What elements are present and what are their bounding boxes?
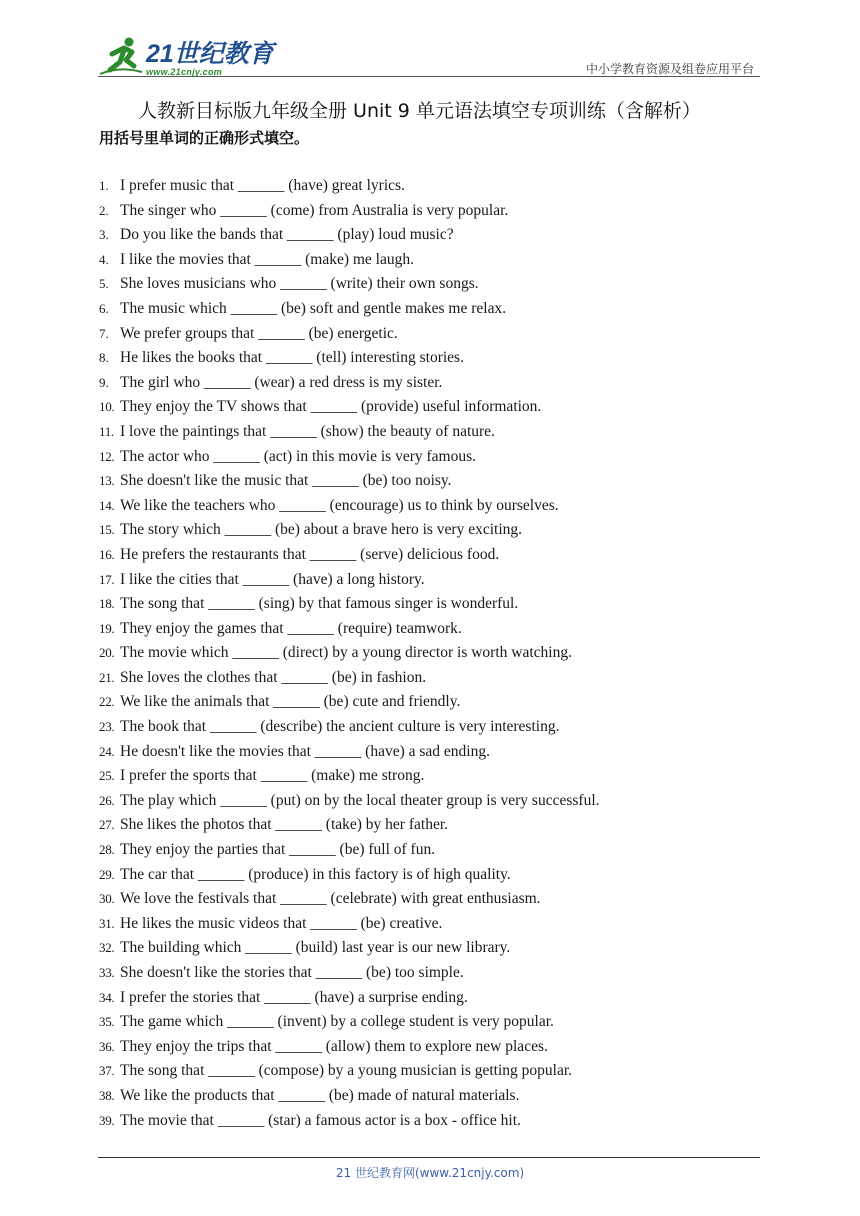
logo-title: 21世纪教育 — [146, 40, 274, 68]
question-item — [99, 838, 600, 863]
question-number: 5. — [99, 276, 109, 292]
question-text: The music which ______ (be) soft and gentle makes me relax. — [120, 299, 507, 317]
question-item — [99, 272, 600, 297]
question-text: The story which ______ (be) about a brave hero is very exciting. — [120, 521, 523, 539]
question-item — [99, 445, 600, 470]
question-item — [99, 617, 600, 642]
platform-name: 中小学教育资源及组卷应用平台 — [585, 62, 754, 76]
question-text: We like the products that ______ (be) made of natural materials. — [120, 1086, 520, 1104]
question-number: 36. — [99, 1038, 115, 1054]
question-number: 35. — [99, 1014, 115, 1030]
question-item — [99, 420, 600, 445]
question-item — [99, 936, 600, 961]
question-item — [99, 543, 600, 568]
document-title: 人教新目标版九年级全册 Unit 9 单元语法填空专项训练（含解析） — [138, 100, 701, 122]
question-item — [99, 174, 600, 199]
question-text: They enjoy the parties that ______ (be) full of fun. — [120, 841, 436, 859]
question-number: 16. — [99, 546, 115, 562]
question-text: He likes the music videos that ______ (be) creative. — [120, 914, 443, 932]
question-text: They enjoy the TV shows that ______ (provide) useful information. — [120, 398, 542, 416]
question-number: 9. — [99, 374, 109, 390]
question-text: I love the paintings that ______ (show) the beauty of nature. — [120, 422, 495, 440]
question-item — [99, 912, 600, 937]
question-number: 39. — [99, 1112, 115, 1128]
question-number: 32. — [99, 940, 115, 956]
footer-text: 21 世纪教育网(www.21cnjy.com) — [335, 1166, 525, 1180]
question-text: We like the animals that ______ (be) cute and friendly. — [120, 693, 461, 711]
question-number: 25. — [99, 768, 115, 784]
question-number: 3. — [99, 227, 109, 243]
question-text: She loves musicians who ______ (write) their own songs. — [120, 275, 479, 293]
question-text: She doesn't like the stories that ______ (be) too simple. — [120, 964, 464, 981]
question-number: 8. — [99, 350, 109, 366]
question-item — [99, 199, 600, 224]
question-item — [99, 813, 600, 838]
question-number: 2. — [99, 202, 109, 218]
question-number: 17. — [99, 571, 115, 587]
question-item — [99, 1109, 600, 1134]
question-number: 23. — [99, 719, 115, 735]
logo — [98, 36, 274, 78]
question-text: We love the festivals that ______ (celebrate) with great enthusiasm. — [120, 890, 541, 908]
question-list — [99, 174, 600, 1133]
question-item — [99, 961, 600, 986]
question-text: She loves the clothes that ______ (be) in fashion. — [120, 668, 427, 686]
question-item — [99, 469, 600, 494]
question-number: 21. — [99, 669, 115, 685]
question-item — [99, 297, 600, 322]
page-header — [98, 30, 760, 78]
question-number: 22. — [99, 694, 115, 710]
question-item — [99, 863, 600, 888]
question-text: The book that ______ (describe) the ancient culture is very interesting. — [120, 718, 560, 736]
question-number: 1. — [99, 178, 109, 193]
question-text: The actor who ______ (act) in this movie is very famous. — [120, 447, 476, 465]
question-text: I like the movies that ______ (make) me laugh. — [120, 250, 414, 268]
logo-url: www.21cnjy.com — [146, 67, 223, 77]
question-item — [99, 1010, 600, 1035]
runner-logo-icon — [98, 36, 144, 78]
question-text: The song that ______ (compose) by a young musician is getting popular. — [120, 1062, 573, 1080]
question-text: She likes the photos that ______ (take) by her father. — [120, 816, 449, 834]
footer-divider — [98, 1157, 760, 1158]
question-item — [99, 346, 600, 371]
question-item — [99, 1059, 600, 1084]
question-number: 33. — [99, 965, 115, 980]
question-text: The singer who ______ (come) from Australia is very popular. — [120, 201, 509, 219]
question-number: 29. — [99, 866, 115, 882]
question-text: They enjoy the games that ______ (require) teamwork. — [120, 619, 462, 637]
question-number: 19. — [99, 620, 115, 636]
question-text: He likes the books that ______ (tell) interesting stories. — [120, 349, 464, 367]
question-item — [99, 715, 600, 740]
question-text: He prefers the restaurants that ______ (serve) delicious food. — [120, 545, 500, 563]
question-text: The play which ______ (put) on by the local theater group is very successful. — [120, 791, 600, 809]
question-number: 12. — [99, 448, 115, 464]
question-text: The movie that ______ (star) a famous actor is a box - office hit. — [120, 1111, 521, 1129]
question-number: 31. — [99, 915, 115, 931]
question-text: We prefer groups that ______ (be) energetic. — [120, 324, 398, 342]
question-item — [99, 568, 600, 593]
instructions: 用括号里单词的正确形式填空。 — [99, 129, 310, 147]
question-number: 10. — [99, 399, 115, 415]
question-text: I prefer music that ______ (have) great lyrics. — [120, 177, 405, 194]
question-number: 38. — [99, 1087, 115, 1103]
question-number: 15. — [99, 522, 115, 538]
question-text: The song that ______ (sing) by that famous singer is wonderful. — [120, 595, 519, 613]
question-number: 28. — [99, 842, 115, 858]
question-number: 37. — [99, 1063, 115, 1079]
question-item — [99, 887, 600, 912]
question-text: Do you like the bands that ______ (play) loud music? — [120, 226, 454, 244]
question-item — [99, 641, 600, 666]
question-item — [99, 395, 600, 420]
question-item — [99, 371, 600, 396]
question-item — [99, 223, 600, 248]
question-item — [99, 789, 600, 814]
question-item — [99, 592, 600, 617]
question-item — [99, 494, 600, 519]
question-number: 13. — [99, 473, 115, 489]
question-number: 18. — [99, 596, 115, 612]
question-text: I like the cities that ______ (have) a long history. — [120, 570, 425, 588]
question-item — [99, 248, 600, 273]
question-text: The car that ______ (produce) in this factory is of high quality. — [120, 865, 511, 883]
question-text: We like the teachers who ______ (encourage) us to think by ourselves. — [120, 496, 559, 514]
question-item — [99, 764, 600, 789]
question-number: 24. — [99, 743, 115, 759]
question-text: The movie which ______ (direct) by a young director is worth watching. — [120, 644, 572, 662]
question-item — [99, 322, 600, 347]
question-item — [99, 1084, 600, 1109]
question-item — [99, 986, 600, 1011]
question-number: 34. — [99, 989, 115, 1005]
question-item — [99, 690, 600, 715]
question-number: 30. — [99, 891, 115, 907]
question-number: 27. — [99, 817, 115, 833]
question-number: 7. — [99, 325, 109, 341]
question-item — [99, 1035, 600, 1060]
question-item — [99, 666, 600, 691]
question-text: I prefer the stories that ______ (have) a surprise ending. — [120, 988, 468, 1006]
question-number: 26. — [99, 792, 115, 808]
question-number: 4. — [99, 251, 109, 267]
question-text: The girl who ______ (wear) a red dress is my sister. — [120, 373, 443, 391]
question-number: 14. — [99, 497, 115, 513]
question-text: The game which ______ (invent) by a college student is very popular. — [120, 1013, 554, 1031]
header-divider — [98, 76, 760, 77]
question-item — [99, 740, 600, 765]
question-text: They enjoy the trips that ______ (allow) them to explore new places. — [120, 1037, 548, 1055]
question-number: 6. — [99, 300, 109, 316]
question-item — [99, 518, 600, 543]
question-text: He doesn't like the movies that ______ (have) a sad ending. — [120, 742, 490, 760]
question-text: She doesn't like the music that ______ (be) too noisy. — [120, 472, 452, 490]
question-number: 20. — [99, 645, 115, 661]
question-number: 11. — [99, 423, 114, 439]
question-text: The building which ______ (build) last year is our new library. — [120, 939, 511, 957]
question-text: I prefer the sports that ______ (make) me strong. — [120, 767, 425, 785]
